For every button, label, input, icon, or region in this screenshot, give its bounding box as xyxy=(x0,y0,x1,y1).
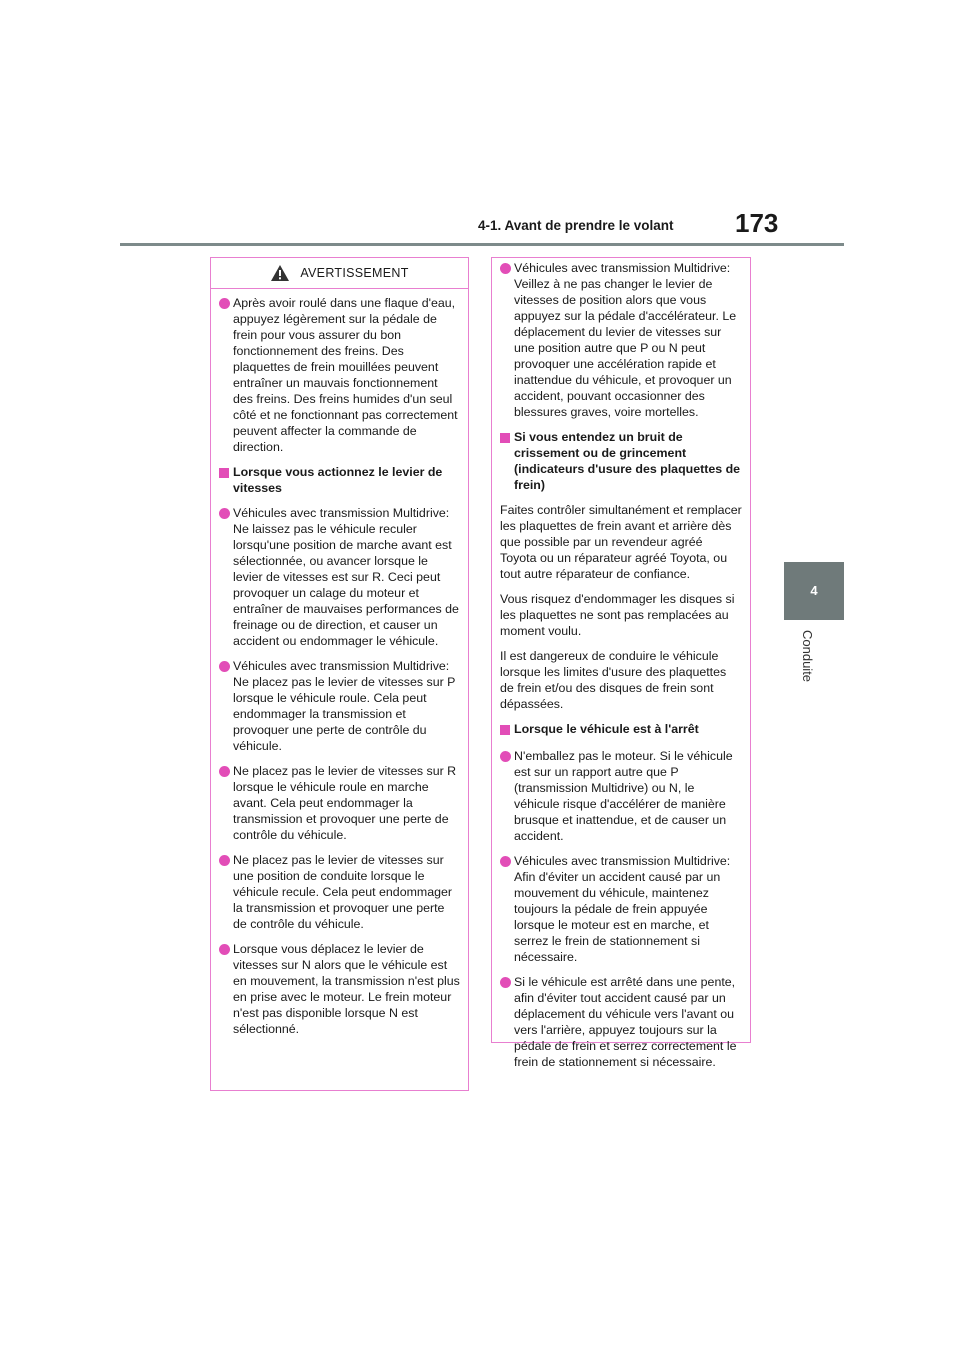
bullet-text: Ne placez pas le levier de vitesses sur R lorsque le véhicule roule en marche avant. Cela peut endommager la transmission et provoquer une perte de contrôle du véhicule. xyxy=(233,764,457,842)
warning-content-right xyxy=(492,258,750,1087)
bullet-item xyxy=(219,295,460,455)
section-heading xyxy=(219,464,460,496)
round-bullet-icon xyxy=(219,855,230,866)
bullet-item xyxy=(500,748,742,844)
bullet-item xyxy=(500,974,742,1070)
bullet-text: Lorsque vous déplacez le levier de vitesses sur N alors que le véhicule est en mouvement, la transmission n'est plus en prise avec le moteur. Le frein moteur n'est pas disponible lorsque N est sélectionné. xyxy=(233,942,460,1036)
paragraph: Il est dangereux de conduire le véhicule lorsque les limites d'usure des plaquettes de frein et/ou des disques de frein sont dépassées. xyxy=(500,649,727,711)
warning-content-left xyxy=(211,289,468,1054)
bullet-text: Véhicules avec transmission Multidrive: Afin d'éviter un accident causé par un mouvement du véhicule, maintenez toujours la pédale de frein appuyée lorsque le moteur est en marche, et serrez le frein de stationnement si nécessaire. xyxy=(514,854,731,964)
bullet-item xyxy=(219,763,460,843)
bullet-text: Véhicules avec transmission Multidrive: Ne placez pas le levier de vitesses sur P lorsque le véhicule roule. Cela peut endommager la transmission et provoquer une perte de contrôle du véhicule. xyxy=(233,659,456,753)
bullet-item xyxy=(219,505,460,649)
round-bullet-icon xyxy=(219,298,230,309)
chapter-label: Conduite xyxy=(800,630,815,683)
round-bullet-icon xyxy=(219,661,230,672)
section-heading xyxy=(500,429,742,493)
heading-text: Lorsque vous actionnez le levier de vitesses xyxy=(233,465,443,495)
round-bullet-icon xyxy=(219,766,230,777)
bullet-item xyxy=(219,852,460,932)
bullet-item xyxy=(219,941,460,1037)
square-bullet-icon xyxy=(500,725,510,735)
warning-title: AVERTISSEMENT xyxy=(300,266,409,280)
round-bullet-icon xyxy=(500,856,511,867)
page-number: 173 xyxy=(735,208,779,238)
heading-text: Lorsque le véhicule est à l'arrêt xyxy=(514,722,699,736)
warning-box-right xyxy=(491,257,751,1069)
round-bullet-icon xyxy=(219,508,230,519)
section-title: 4-1. Avant de prendre le volant xyxy=(478,218,674,233)
bullet-text: Après avoir roulé dans une flaque d'eau, appuyez légèrement sur la pédale de frein pour vous assurer du bon fonctionnement des freins. Des plaquettes de frein mouillées peuvent entraîner un mauvais fonctionnement des freins. Des freins humides d'un seul côté et ne fonctionnant pas correctement peuvent affecter la commande de direction. xyxy=(233,296,458,454)
square-bullet-icon xyxy=(219,468,229,478)
round-bullet-icon xyxy=(500,263,511,274)
chapter-tab[interactable]: 4 xyxy=(784,562,844,620)
bullet-item xyxy=(500,853,742,965)
square-bullet-icon xyxy=(500,433,510,443)
bullet-text: Ne placez pas le levier de vitesses sur une position de conduite lorsque le véhicule recule. Cela peut endommager la transmission et provoquer une perte de contrôle du véhicule. xyxy=(233,853,453,931)
header-rule xyxy=(120,243,844,246)
bullet-text: N'emballez pas le moteur. Si le véhicule est sur un rapport autre que P (transmission Multidrive) ou N, le véhicule risque d'accélérer de manière brusque et inattendue, et de causer un accident. xyxy=(514,749,733,843)
bullet-item xyxy=(500,260,742,420)
bullet-item xyxy=(219,658,460,754)
bullet-text: Véhicules avec transmission Multidrive: Ne laissez pas le véhicule reculer lorsqu'une position de marche avant est sélectionnée, ou avancer lorsque le levier de vitesses est sur R. Ceci peut provoquer un calage du moteur et entraîner de mauvaises performances de freinage ou de direction, et causer un accident ou endommager le véhicule. xyxy=(233,506,459,648)
warning-triangle-icon xyxy=(270,264,290,282)
round-bullet-icon xyxy=(500,751,511,762)
warning-box-left xyxy=(210,257,469,1091)
paragraph: Vous risquez d'endommager les disques si les plaquettes ne sont pas remplacées au moment voulu. xyxy=(500,592,735,638)
round-bullet-icon xyxy=(219,944,230,955)
paragraph: Faites contrôler simultanément et remplacer les plaquettes de frein avant et arrière dès que possible par un revendeur agréé Toyota ou un réparateur agréé Toyota, ou tout autre réparateur de confiance. xyxy=(500,503,742,581)
bullet-text: Si le véhicule est arrêté dans une pente, afin d'éviter tout accident causé par un déplacement du véhicule vers l'avant ou vers l'arrière, appuyez toujours sur la pédale de frein et serrez correctement le frein de stationnement si nécessaire. xyxy=(514,975,737,1069)
bullet-text: Véhicules avec transmission Multidrive: Veillez à ne pas changer le levier de vitesses de position alors que vous appuyez sur la pédale d'accélérateur. Le déplacement du levier de vitesses sur une position autre que P ou N peut provoquer une accélération rapide et inattendue du véhicule, et provoquer un accident, pouvant occasionner des blessures graves, voire mortelles. xyxy=(514,261,737,419)
warning-header xyxy=(211,258,468,289)
section-heading xyxy=(500,721,742,739)
heading-text: Si vous entendez un bruit de crissement ou de grincement (indicateurs d'usure des plaquettes de frein) xyxy=(514,430,741,492)
round-bullet-icon xyxy=(500,977,511,988)
